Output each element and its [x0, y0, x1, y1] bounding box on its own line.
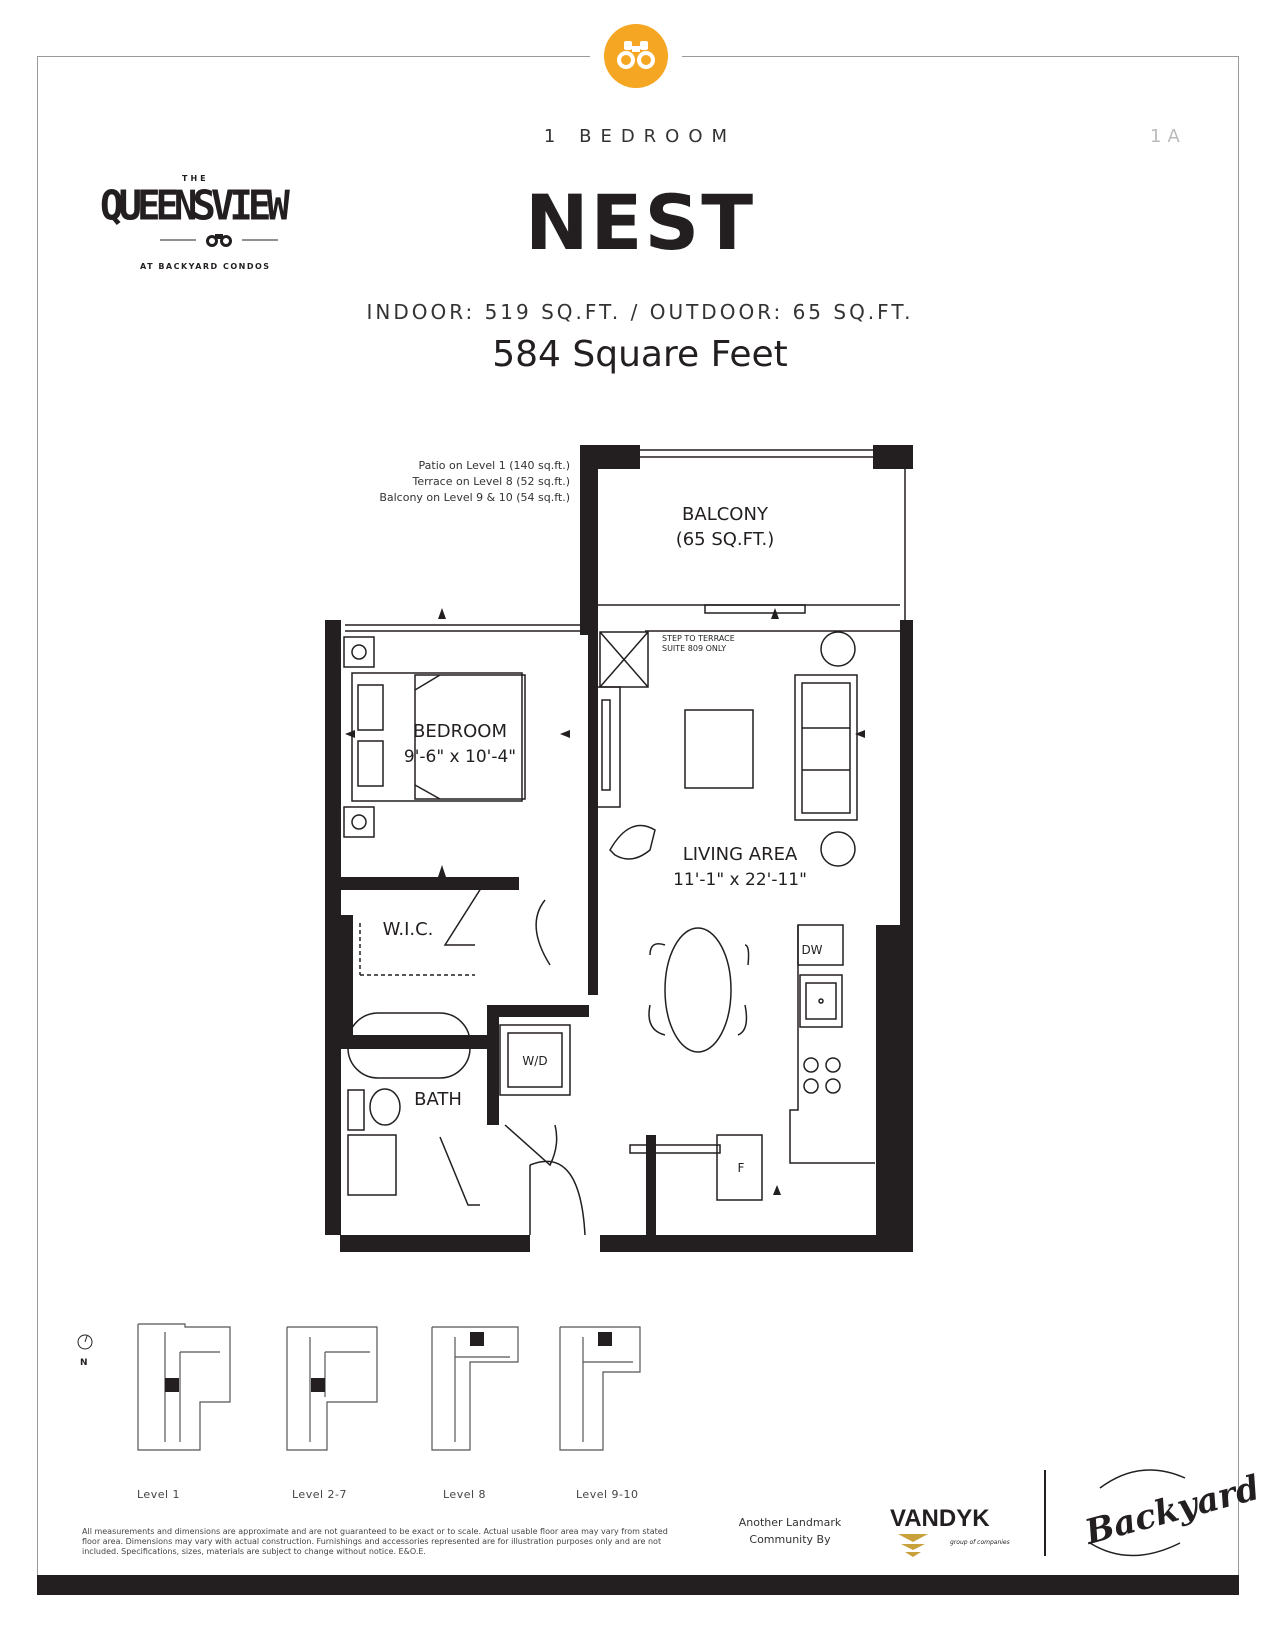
logo-subtitle: AT BACKYARD CONDOS	[140, 262, 271, 271]
compass-icon	[75, 1333, 95, 1371]
tagline-line-2: Community By	[749, 1533, 831, 1546]
vandyk-wordmark: VANDYK	[890, 1505, 990, 1532]
living-dims: 11'-1" x 22'-11"	[673, 870, 807, 890]
logo-separator	[1044, 1470, 1046, 1556]
unit-marker-level-2-7	[311, 1378, 325, 1392]
logo-the: THE	[182, 174, 209, 183]
unit-code: 1A	[1150, 126, 1186, 147]
fridge-label: F	[737, 1161, 745, 1175]
logo-wordmark: QUEENSVIEW	[100, 182, 285, 231]
developer-tagline	[730, 1514, 850, 1548]
compass-label: N	[80, 1358, 88, 1368]
balcony-area: (65 SQ.FT.)	[675, 529, 775, 550]
tagline-line-1: Another Landmark	[738, 1516, 842, 1529]
keyplan-label: Level 1	[137, 1488, 181, 1501]
unit-marker-level-1	[165, 1378, 179, 1392]
note-terrace: Terrace on Level 8 (52 sq.ft.)	[412, 475, 570, 488]
binoculars-icon	[616, 38, 656, 74]
unit-marker-level-8	[470, 1332, 484, 1346]
bedroom-dims: 9'-6" x 10'-4"	[403, 747, 517, 767]
wd-label: W/D	[522, 1054, 548, 1068]
bath-label: BATH	[414, 1089, 462, 1110]
unit-marker-level-9-10	[598, 1332, 612, 1346]
step-note-1: STEP TO TERRACE	[662, 634, 735, 643]
disclaimer: All measurements and dimensions are approximate and are not guaranteed to be exact or to scale. Actual usable floor area may vary from stated floor area. Dimensions may vary with actual construction. Furnishings and accessories represented are for illustration purposes only and are not included. Specifications, sizes, materials are subject to change without notice. E&O.E.	[82, 1527, 668, 1556]
step-note-2: SUITE 809 ONLY	[662, 644, 727, 653]
logo-binoculars-icon	[160, 232, 278, 248]
vandyk-sub: group of companies	[950, 1539, 1010, 1546]
backyard-logo	[1070, 1458, 1264, 1568]
unit-type: 1 BEDROOM	[543, 126, 737, 147]
bedroom-label: BEDROOM	[413, 721, 507, 742]
living-label: LIVING AREA	[682, 844, 798, 865]
keyplan-label: Level 9-10	[576, 1488, 639, 1501]
keyplan-label: Level 2-7	[292, 1488, 347, 1501]
keyplan-level-2-7	[287, 1327, 377, 1450]
wic-label: W.I.C.	[382, 919, 434, 940]
footer-bar	[37, 1575, 1239, 1595]
keyplan-level-1	[138, 1324, 230, 1450]
keyplan-label: Level 8	[443, 1488, 487, 1501]
dishwasher-label: DW	[801, 943, 823, 957]
total-area: 584 Square Feet	[492, 334, 788, 375]
indoor-outdoor-areas: INDOOR: 519 SQ.FT. / OUTDOOR: 65 SQ.FT.	[366, 300, 914, 324]
vandyk-logo	[888, 1502, 1018, 1562]
backyard-wordmark: Backyard	[1080, 1467, 1264, 1553]
balcony-label: BALCONY	[682, 504, 768, 525]
floor-plan	[320, 445, 930, 1265]
note-balcony: Balcony on Level 9 & 10 (54 sq.ft.)	[379, 491, 570, 504]
walls	[325, 445, 913, 1252]
key-plans	[130, 1322, 690, 1462]
note-patio: Patio on Level 1 (140 sq.ft.)	[418, 459, 570, 472]
binoculars-badge	[604, 24, 668, 88]
unit-name: NEST	[524, 178, 756, 267]
